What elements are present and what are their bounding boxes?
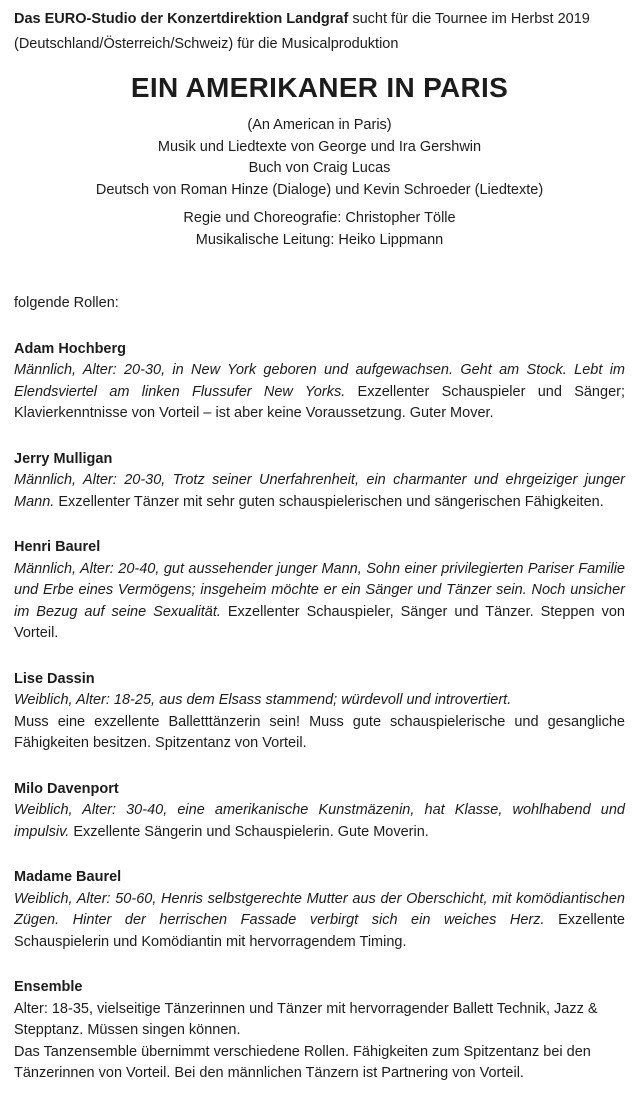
role-description-regular: Muss eine exzellente Balletttänzerin sein! Muss gute schauspielerische und gesangliche Fähigkeiten besitzen. Spitzentanz von Vorteil.: [14, 713, 625, 751]
role-description-italic: Männlich, Alter: 20-30, Trotz seiner Unerfahrenheit, ein charmanter und ehrgeiziger junger Mann.: [14, 472, 625, 510]
role-description: [14, 470, 625, 513]
role-jerry-mulligan: [14, 449, 625, 514]
role-madame-baurel: [14, 867, 625, 953]
roles-intro: folgende Rollen:: [14, 295, 119, 311]
intro-bold-text: Das EURO-Studio der Konzertdirektion Landgraf: [14, 11, 349, 27]
role-description-line1: Alter: 18-35, vielseitige Tänzerinnen und Tänzer mit hervorragender Ballett Technik, Jazz & Stepptanz. Müssen singen können.: [14, 1000, 598, 1038]
role-name: Henri Baurel: [14, 539, 101, 555]
credit-translation: Deutsch von Roman Hinze (Dialoge) und Kevin Schroeder (Liedtexte): [95, 181, 544, 198]
role-description-regular: Exzellenter Tänzer mit sehr guten schauspielerischen und sängerischen Fähigkeiten.: [54, 493, 604, 510]
role-description-regular: Exzellenter Schauspieler, Sänger und Tänzer. Steppen von Vorteil.: [14, 603, 625, 641]
role-description-regular: Exzellente Schauspielerin und Komödiantin mit hervorragendem Timing.: [14, 912, 625, 950]
role-description-italic: Männlich, Alter: 20-40, gut aussehender junger Mann, Sohn einer privilegierten Pariser Familie und Erbe eines Vermögens; insgeheim möchte er ein Sänger und Tänzer sein. Noch unsicher im Bezug auf seine Sexualität.: [14, 560, 625, 620]
role-description-italic: Männlich, Alter: 20-30, in New York geboren und aufgewachsen. Geht am Stock. Lebt im Elendsviertel am linken Flussufer New Yorks.: [14, 362, 625, 400]
role-name: Lise Dassin: [14, 670, 95, 687]
staff-music-direction: Musikalische Leitung: Heiko Lippmann: [195, 231, 444, 248]
staff-block: [14, 208, 625, 251]
role-description-regular: Exzellente Sängerin und Schauspielerin. Gute Moverin.: [69, 823, 429, 840]
role-description-line2: Das Tanzensemble übernimmt verschiedene Rollen. Fähigkeiten zum Spitzentanz bei den Tänzerinnen von Vorteil. Bei den männlichen Tänzern ist Partnering von Vorteil.: [14, 1043, 591, 1081]
role-description: [14, 999, 625, 1085]
credit-music: Musik und Liedtexte von George und Ira Gershwin: [157, 138, 482, 155]
role-name: Adam Hochberg: [14, 340, 126, 357]
role-henri-baurel: [14, 537, 625, 645]
role-description: [14, 800, 625, 843]
role-description: [14, 889, 625, 954]
staff-direction: Regie und Choreografie: Christopher Tölle: [183, 210, 456, 226]
role-milo-davenport: [14, 779, 625, 844]
intro-paragraph: [14, 7, 625, 57]
intro-regular-text: sucht für die Tournee im Herbst 2019 (Deutschland/Österreich/Schweiz) für die Musicalproduktion: [14, 11, 590, 52]
role-description: [14, 360, 625, 425]
role-name: Ensemble: [14, 979, 83, 995]
role-description-italic: Weiblich, Alter: 50-60, Henris selbstgerechte Mutter aus der Oberschicht, mit komödiantischen Zügen. Hinter der herrischen Fassade verbirgt sich ein weiches Herz.: [14, 890, 625, 928]
role-adam-hochberg: [14, 339, 625, 425]
role-description-italic: Weiblich, Alter: 18-25, aus dem Elsass stammend; würdevoll und introvertiert.: [14, 692, 512, 708]
page-title: EIN AMERIKANER IN PARIS: [130, 72, 509, 103]
role-description-regular: Exzellenter Schauspieler und Sänger; Klavierkenntnisse von Vorteil – ist aber keine Voraussetzung. Guter Mover.: [14, 383, 625, 421]
subtitle: (An American in Paris): [247, 117, 392, 133]
role-name: Madame Baurel: [14, 869, 122, 885]
role-name: Milo Davenport: [14, 780, 119, 797]
role-ensemble: [14, 977, 625, 1085]
credits-block: [14, 115, 625, 201]
role-description: [14, 690, 625, 755]
role-description-italic: Weiblich, Alter: 30-40, eine amerikanische Kunstmäzenin, hat Klasse, wohlhabend und impulsiv.: [14, 802, 625, 840]
credit-book: Buch von Craig Lucas: [248, 160, 391, 176]
role-description: [14, 559, 625, 645]
role-lise-dassin: [14, 669, 625, 755]
role-name: Jerry Mulligan: [14, 450, 113, 467]
